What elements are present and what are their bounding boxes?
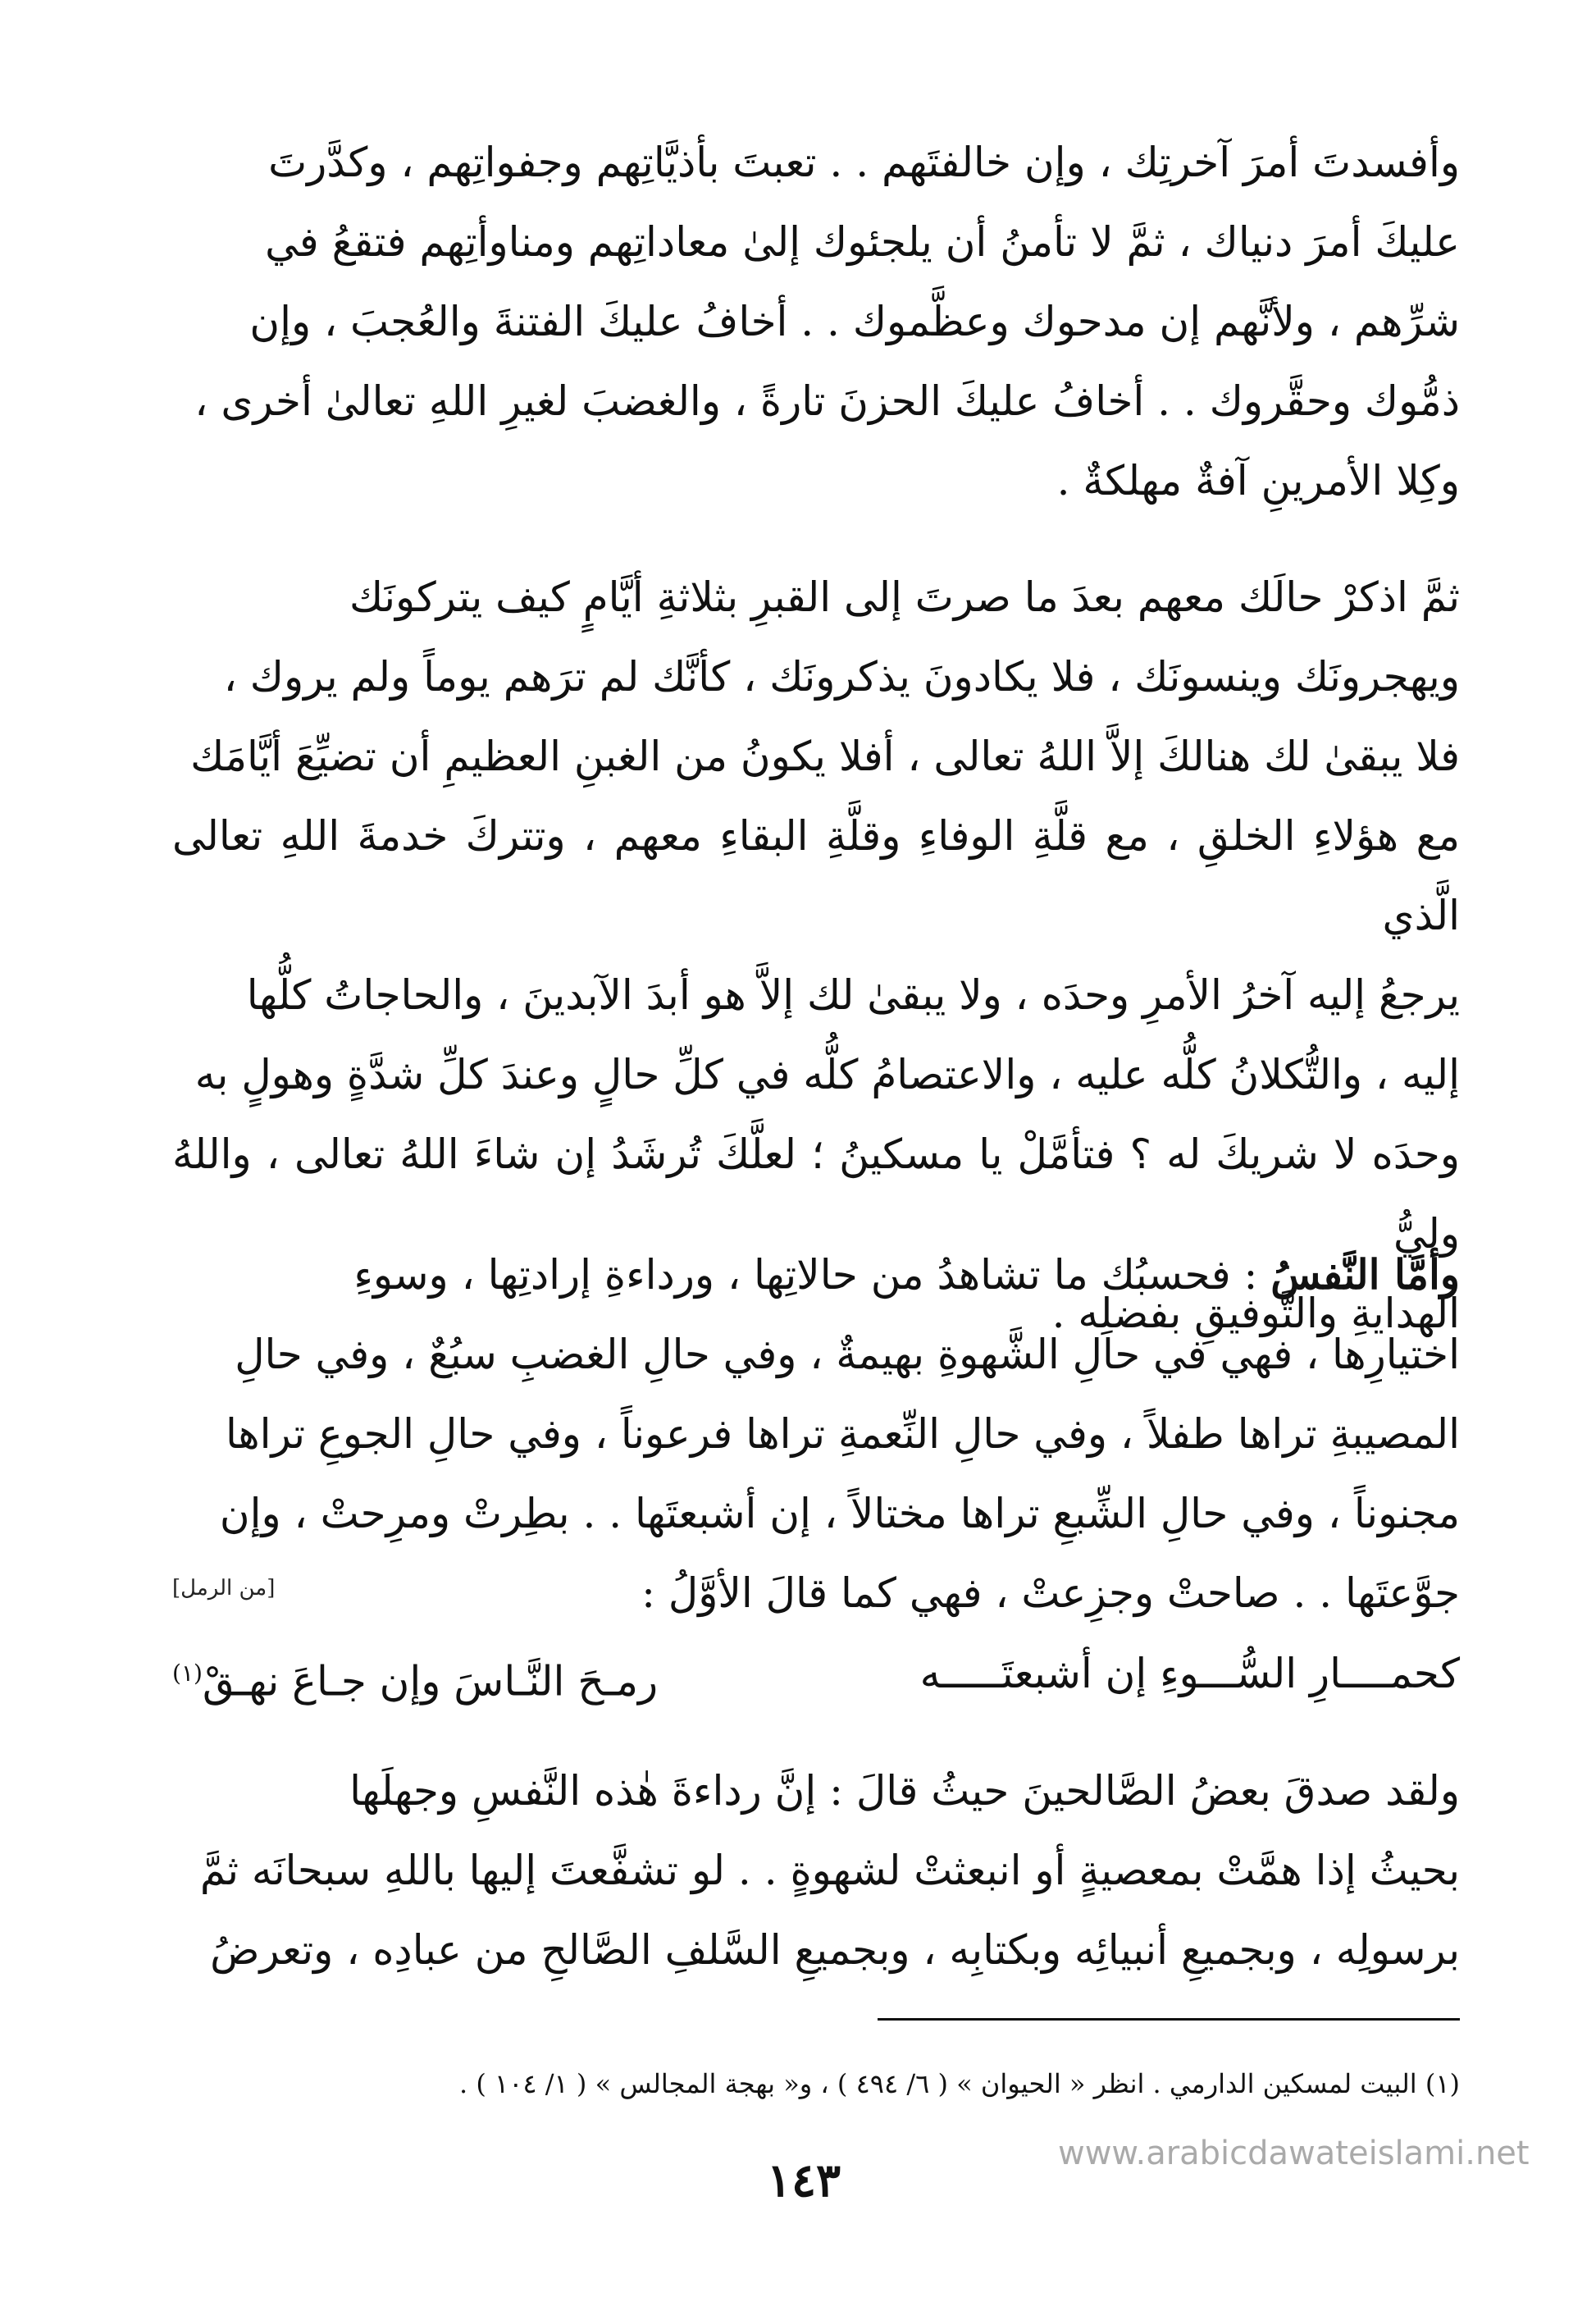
page-number: ١٤٣ xyxy=(766,2153,841,2208)
footnote-reference: (١) xyxy=(172,1660,203,1687)
text-line: إليه ، والتُّكلانُ كلُّه عليه ، والاعتصامُ كلُّه في كلِّ حالٍ وعندَ كلِّ شدَّةٍ وهولٍ به xyxy=(194,1051,1460,1098)
text-line: عليكَ أمرَ دنياك ، ثمَّ لا تأمنُ أن يلجئوك إلىٰ معاداتِهم ومناوأتِهم فتقعُ في xyxy=(265,218,1460,266)
text-line: شرِّهم ، ولأنَّهم إن مدحوك وعظَّموك . . أخافُ عليكَ الفتنةَ والعُجبَ ، وإن xyxy=(249,298,1460,345)
text-span: : فحسبُك ما تشاهدُ من حالاتِها ، ورداءةِ إرادتِها ، وسوءِ xyxy=(353,1251,1271,1299)
watermark-url: www.arabicdawateislami.net xyxy=(1058,2135,1530,2172)
text-line: ذمُّوك وحقَّروك . . أخافُ عليكَ الحزنَ تارةً ، والغضبَ لغيرِ اللهِ تعالىٰ أخرى ، xyxy=(194,377,1460,425)
text-line xyxy=(172,1554,1460,1633)
verse-text: رمـحَ النَّـاسَ وإن جـاعَ نهـقْ xyxy=(202,1657,659,1706)
text-span: جوَّعتَها . . صاحتْ وجزِعتْ ، فهي كما قالَ الأوَّلُ : xyxy=(641,1569,1460,1617)
paragraph-4 xyxy=(172,1751,1460,1990)
text-line: مجنوناً ، وفي حالِ الشِّبعِ تراها مختالاً ، إن أشبعتَها . . بطِرتْ ومرِحتْ ، وإن xyxy=(219,1490,1460,1537)
text-line: يرجعُ إليه آخرُ الأمرِ وحدَه ، ولا يبقىٰ لك إلاَّ هو أبدَ الآبدينَ ، والحاجاتُ كلُّها xyxy=(246,971,1460,1019)
text-line: ويهجرونَك وينسونَك ، فلا يكادونَ يذكرونَك ، كأنَّك لم ترَهم يوماً ولم يروك ، xyxy=(223,653,1460,701)
verse-hemistich-2 xyxy=(172,1641,658,1715)
text-line: فلا يبقىٰ لك هنالكَ إلاَّ اللهُ تعالى ، أفلا يكونُ من الغبنِ العظيمِ أن تضيِّعَ أيَّامَك xyxy=(190,733,1460,780)
footnote-divider xyxy=(878,2018,1460,2021)
text-line: اختيارِها ، فهي في حالِ الشَّهوةِ بهيمةٌ ، وفي حالِ الغضبِ سبُعٌ ، وفي حالِ xyxy=(235,1331,1460,1378)
text-line xyxy=(172,1235,1460,1315)
text-line: وأفسدتَ أمرَ آخرتِك ، وإن خالفتَهم . . تعبتَ بأذيَّاتِهم وجفواتِهم ، وكدَّرتَ xyxy=(268,139,1460,186)
paragraph-3 xyxy=(172,1235,1460,1633)
text-line: مع هؤلاءِ الخلقِ ، مع قلَّةِ الوفاءِ وقلَّةِ البقاءِ معهم ، وتتركَ خدمةَ اللهِ تعالى الَّذي xyxy=(172,812,1460,939)
text-line: ولقد صدقَ بعضُ الصَّالحينَ حيثُ قالَ : إنَّ رداءةَ هٰذه النَّفسِ وجهلَها xyxy=(349,1767,1460,1815)
text-line: برسولِه ، وبجميعِ أنبيائِه وبكتابِه ، وبجميعِ السَّلفِ الصَّالحِ من عبادِه ، وتعرضُ xyxy=(210,1926,1460,1974)
text-line: المصيبةِ تراها طفلاً ، وفي حالِ النِّعمةِ تراها فرعوناً ، وفي حالِ الجوعِ تراها xyxy=(226,1410,1460,1458)
text-line: وحدَه لا شريكَ له ؟ فتأمَّلْ يا مسكينُ ؛ لعلَّكَ تُرشَدُ إن شاءَ اللهُ تعالى ، واللهُ وليُّ xyxy=(172,1130,1460,1258)
text-line: الهدايةِ والتَّوفيقِ بفضلِه . xyxy=(1051,1290,1460,1337)
text-line: بحيثُ إذا همَّتْ بمعصيةٍ أو انبعثتْ لشهوةٍ . . لو تشفَّعتَ إليها باللهِ سبحانَه ثمَّ xyxy=(199,1847,1460,1894)
verse-hemistich-1: كحمــــارِ السُّـــوءِ إن أشبعتَـــــه xyxy=(919,1650,1460,1697)
paragraph-1 xyxy=(172,123,1460,521)
section-lead: وأمَّا النَّفسُ xyxy=(1270,1250,1460,1299)
poetry-verse xyxy=(172,1641,1460,1715)
text-line: وكِلا الأمرينِ آفةٌ مهلكةٌ . xyxy=(1056,457,1460,505)
poem-meter-label: [من الرمل] xyxy=(172,1576,276,1601)
footnote: (١) البيت لمسكين الدارمي . انظر « الحيوان » ( ٦/ ٤٩٤ ) ، و« بهجة المجالس » ( ١/ ١٠٤ ) . xyxy=(459,2068,1460,2099)
text-line: ثمَّ اذكرْ حالَك معهم بعدَ ما صرتَ إلى القبرِ بثلاثةِ أيَّامٍ كيف يتركونَك xyxy=(349,573,1460,621)
